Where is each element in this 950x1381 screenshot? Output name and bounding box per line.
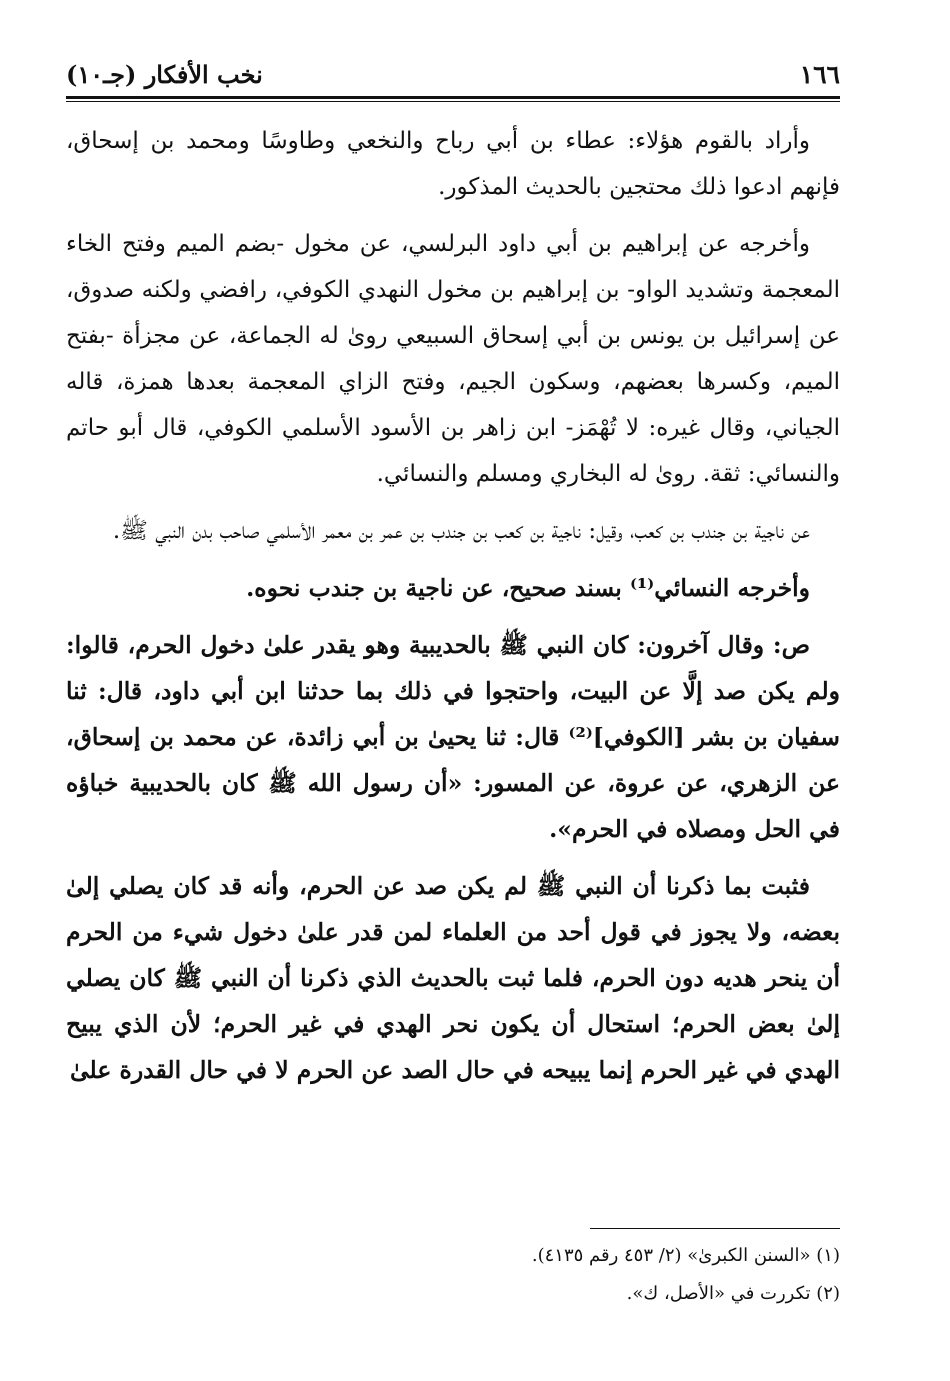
main-text xyxy=(66,118,840,1104)
paragraph-3: عن ناجية بن جندب بن كعب، وقيل: ناجية بن كعب بن جندب بن عمر بن معمر الأسلمي صاحب بدن النبي ﷺ. xyxy=(112,518,810,544)
footnote-2: (٢) تكررت في «الأصل، ك». xyxy=(626,1283,840,1304)
footnote-1: (١) «السنن الكبرىٰ» (٢/ ٤٥٣ رقم ٤١٣٥). xyxy=(531,1245,840,1266)
header-rule-thick xyxy=(66,96,840,99)
footnote-rule xyxy=(590,1228,840,1229)
page-number: ١٦٦ xyxy=(799,60,840,89)
paragraph-6: فثبت بما ذكرنا أن النبي ﷺ لم يكن صد عن الحرم، وأنه قد كان يصلي إلىٰ بعضه، ولا يجوز في قول أحد من العلماء لمن قدر علىٰ دخول شيء من الحرم أن ينحر هديه دون الحرم، فلما ثبت بالحديث الذي ذكرنا أن النبي ﷺ كان يصلي إلىٰ بعض الحرم؛ استحال أن يكون نحر الهدي في غير الحرم؛ لأن الذي يبيح الهدي في غير الحرم إنما يبيحه في حال الصد عن الحرم لا في حال القدرة علىٰ xyxy=(66,872,840,1084)
paragraph-4: وأخرجه النسائي⁽¹⁾ بسند صحيح، عن ناجية بن جندب نحوه. xyxy=(246,574,810,602)
paragraph-1: وأراد بالقوم هؤلاء: عطاء بن أبي رباح والنخعي وطاوسًا ومحمد بن إسحاق، فإنهم ادعوا ذلك محتجين بالحديث المذكور. xyxy=(66,128,840,200)
header-rule-thin xyxy=(66,101,840,102)
paragraph-2: وأخرجه عن إبراهيم بن أبي داود البرلسي، عن مخول -بضم الميم وفتح الخاء المعجمة وتشديد الواو- بن إبراهيم بن مخول النهدي الكوفي، رافضي ولكنه صدوق، عن إسرائيل بن يونس بن أبي إسحاق السبيعي روىٰ له الجماعة، عن مجزأة -بفتح الميم، وكسرها بعضهم، وسكون الجيم، وفتح الزاي المعجمة بعدها همزة، قاله الجياني، وقال غيره: لا تُهْمَز- ابن زاهر بن الأسود الأسلمي الكوفي، قال أبو حاتم والنسائي: ثقة. روىٰ له البخاري ومسلم والنسائي. xyxy=(66,231,840,487)
running-header xyxy=(66,58,840,100)
paragraph-5: ص: وقال آخرون: كان النبي ﷺ بالحديبية وهو يقدر علىٰ دخول الحرم، قالوا: ولم يكن صد إلَّا عن البيت، واحتجوا في ذلك بما حدثنا ابن أبي داود، قال: ثنا سفيان بن بشر [الكوفي]⁽²⁾ قال: ثنا يحيىٰ بن أبي زائدة، عن محمد بن إسحاق، عن الزهري، عن عروة، عن المسور: «أن رسول الله ﷺ كان بالحديبية خباؤه في الحل ومصلاه في الحرم». xyxy=(66,631,840,843)
book-title: نخب الأفكار (جـ١٠) xyxy=(66,60,263,89)
footnotes xyxy=(66,1240,840,1316)
